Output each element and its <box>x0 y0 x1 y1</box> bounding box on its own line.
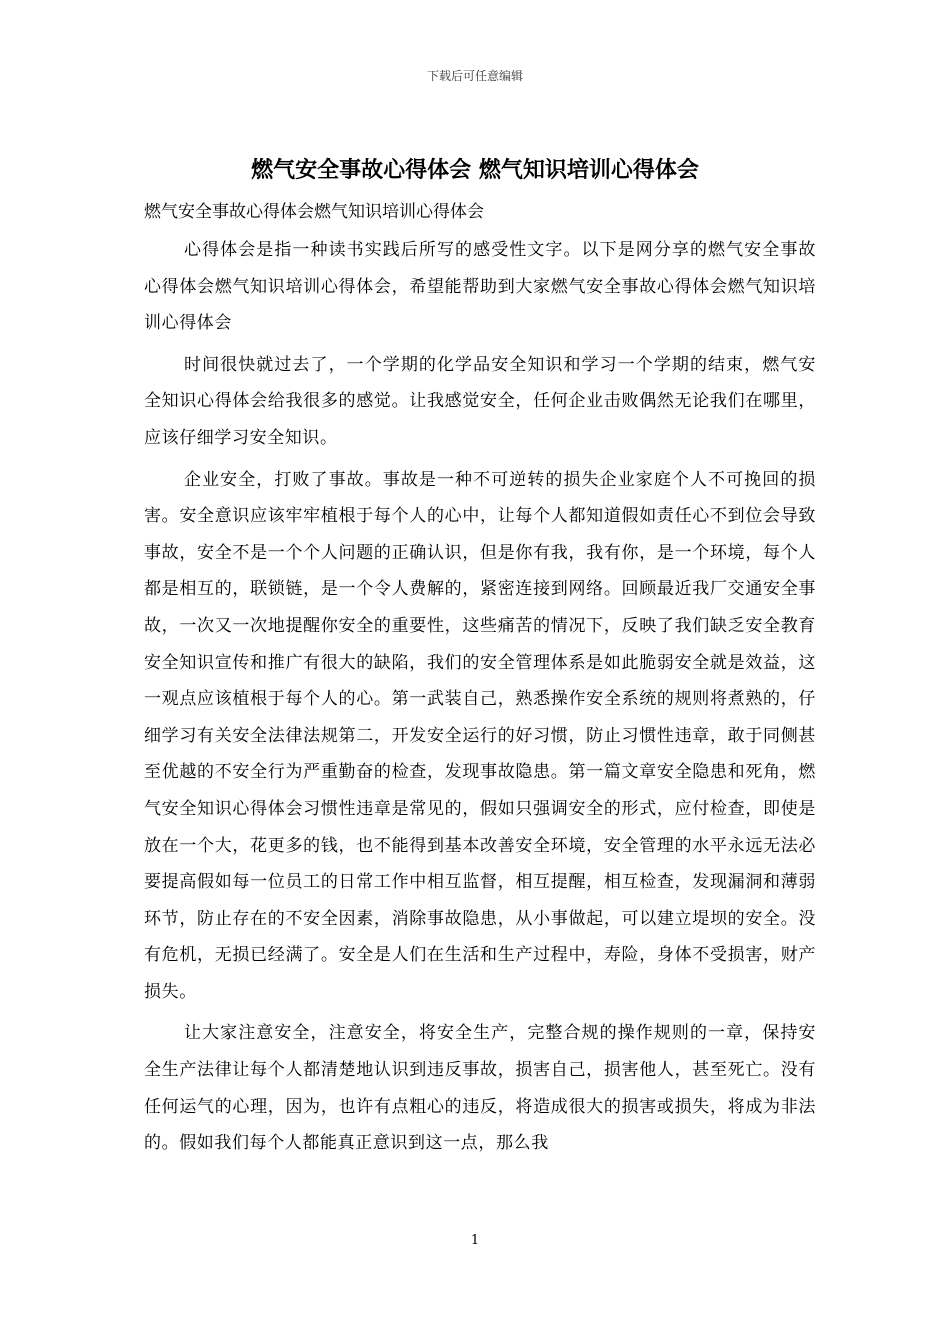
paragraph-enterprise-safety: 企业安全，打败了事故。事故是一种不可逆转的损失企业家庭个人不可挽回的损害。安全意识应该牢牢植根于每个人的心中，让每个人都知道假如责任心不到位会导致事故，安全不是一个个人问题的正确认识，但是你有我，我有你，是一个环境，每个人都是相互的，联锁链，是一个令人费解的，紧密连接到网络。回顾最近我厂交通安全事故，一次又一次地提醒你安全的重要性，这些痛苦的情况下，反映了我们缺乏安全教育安全知识宣传和推广有很大的缺陷，我们的安全管理体系是如此脆弱安全就是效益，这一观点应该植根于每个人的心。第一武装自己，熟悉操作安全系统的规则将煮熟的，仔细学习有关安全法律法规第二，开发安全运行的好习惯，防止习惯性违章，敢于同侧甚至优越的不安全行为严重勤奋的检查，发现事故隐患。第一篇文章安全隐患和死角，燃气安全知识心得体会习惯性违章是常见的，假如只强调安全的形式，应付检查，即使是放在一个大，花更多的钱，也不能得到基本改善安全环境，安全管理的水平永远无法必要提高假如每一位员工的日常工作中相互监督，相互提醒，相互检查，发现漏洞和薄弱环节，防止存在的不安全因素，消除事故隐患，从小事做起，可以建立堤坝的安全。没有危机，无损已经满了。安全是人们在生活和生产过程中，寿险，身体不受损害，财产损失。 <box>144 469 816 1002</box>
document-subtitle: 燃气安全事故心得体会燃气知识培训心得体会 <box>144 202 484 222</box>
document-body <box>144 197 816 1162</box>
page-number: 1 <box>470 1233 480 1248</box>
paragraph-attention: 让大家注意安全，注意安全，将安全生产，完整合规的操作规则的一章，保持安全生产法律让每个人都清楚地认识到违反事故，损害自己，损害他人，甚至死亡。没有任何运气的心理，因为，也许有点粗心的违反，将造成很大的损害或损失，将成为非法的。假如我们每个人都能真正意识到这一点，那么我 <box>144 1023 816 1154</box>
paragraph-semester: 时间很快就过去了，一个学期的化学品安全知识和学习一个学期的结束，燃气安全知识心得体会给我很多的感觉。让我感觉安全，任何企业击败偶然无论我们在哪里，应该仔细学习安全知识。 <box>144 354 816 448</box>
paragraph-intro: 心得体会是指一种读书实践后所写的感受性文字。以下是网分享的燃气安全事故心得体会燃气知识培训心得体会，希望能帮助到大家燃气安全事故心得体会燃气知识培训心得体会 <box>144 240 816 334</box>
page-header-note: 下载后可任意编辑 <box>426 69 523 83</box>
document-title: 燃气安全事故心得体会 燃气知识培训心得体会 <box>251 158 699 183</box>
